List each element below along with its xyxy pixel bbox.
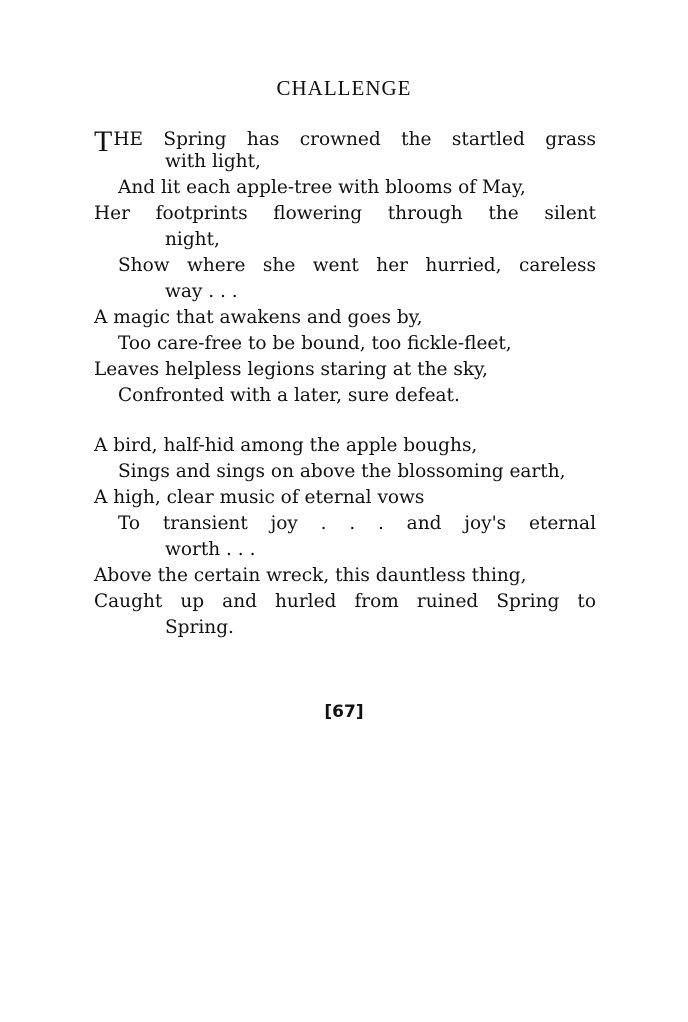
- page-number: [67]: [324, 702, 364, 722]
- stanza-2: [94, 433, 596, 641]
- poem-line: Sings and sings on above the blossoming earth,: [118, 461, 566, 482]
- poem-line: Spring.: [165, 617, 234, 638]
- poem-line: [94, 123, 596, 158]
- poem-line: Show where she went her hurried, careless: [118, 255, 596, 276]
- poem-line: Leaves helpless legions staring at the sky,: [94, 359, 488, 380]
- poem-line-text: HE Spring has crowned the startled grass: [113, 129, 596, 150]
- poem-title: CHALLENGE: [276, 76, 412, 100]
- poem-line: Confronted with a later, sure defeat.: [118, 385, 460, 406]
- poem-line: A bird, half-hid among the apple boughs,: [94, 435, 478, 456]
- poem-line: A high, clear music of eternal vows: [94, 487, 425, 508]
- drop-cap: T: [94, 125, 113, 158]
- poem-line: To transient joy . . . and joy's eternal: [118, 513, 596, 534]
- stanza-1: [94, 123, 596, 409]
- poem-line: And lit each apple-tree with blooms of May,: [118, 177, 526, 198]
- poem-line: with light,: [165, 151, 261, 172]
- poem-line: A magic that awakens and goes by,: [94, 307, 423, 328]
- poem-line: Caught up and hurled from ruined Spring to: [94, 591, 596, 612]
- poem-line: night,: [165, 229, 220, 250]
- poem-line: Above the certain wreck, this dauntless thing,: [94, 565, 527, 586]
- poem-line: way . . .: [165, 281, 238, 302]
- poem-line: Too care-free to be bound, too fickle-fleet,: [118, 333, 512, 354]
- poem-line: Her footprints flowering through the silent: [94, 203, 596, 224]
- poem-line: worth . . .: [165, 539, 256, 560]
